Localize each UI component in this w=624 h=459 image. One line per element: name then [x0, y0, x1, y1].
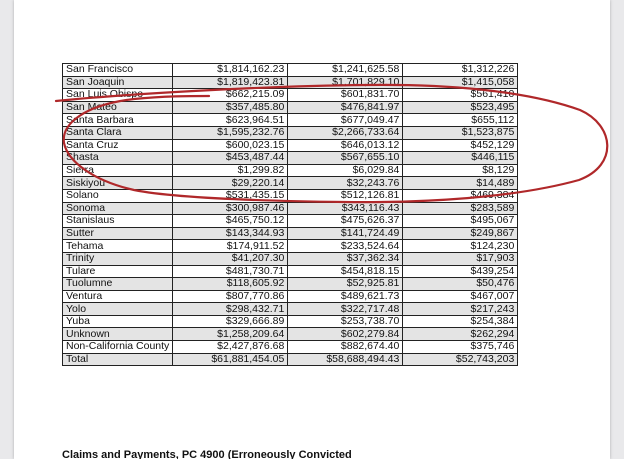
table-row	[63, 315, 518, 328]
amount-cell: $1,523,875	[403, 126, 518, 139]
amount-cell: $1,701,829.10	[288, 76, 403, 89]
county-name-cell: Unknown	[63, 328, 173, 341]
amount-cell: $253,738.70	[288, 315, 403, 328]
amount-cell: $453,487.44	[173, 152, 288, 165]
amount-cell: $143,344.93	[173, 227, 288, 240]
table-row	[63, 215, 518, 228]
amount-cell: $249,867	[403, 227, 518, 240]
county-name-cell: San Francisco	[63, 64, 173, 77]
amount-cell: $454,818.15	[288, 265, 403, 278]
amount-cell: $469,384	[403, 189, 518, 202]
county-name-cell: Sutter	[63, 227, 173, 240]
amount-cell: $439,254	[403, 265, 518, 278]
county-name-cell: Stanislaus	[63, 215, 173, 228]
county-name-cell: Santa Barbara	[63, 114, 173, 127]
amount-cell: $375,746	[403, 341, 518, 354]
amount-cell: $646,013.12	[288, 139, 403, 152]
amount-cell: $300,987.46	[173, 202, 288, 215]
amount-cell: $174,911.52	[173, 240, 288, 253]
county-name-cell: San Joaquin	[63, 76, 173, 89]
amount-cell: $322,717.48	[288, 303, 403, 316]
amount-cell: $475,626.37	[288, 215, 403, 228]
amount-cell: $452,129	[403, 139, 518, 152]
section-heading: Claims and Payments, PC 4900 (Erroneously Convicted	[62, 449, 352, 459]
amount-cell: $17,903	[403, 252, 518, 265]
table-row	[63, 240, 518, 253]
table-row	[63, 328, 518, 341]
amount-cell: $50,476	[403, 278, 518, 291]
county-name-cell: Sierra	[63, 164, 173, 177]
amount-cell: $567,655.10	[288, 152, 403, 165]
document-page	[14, 0, 610, 459]
county-name-cell: Siskiyou	[63, 177, 173, 190]
county-name-cell: Santa Clara	[63, 126, 173, 139]
amount-cell: $523,495	[403, 101, 518, 114]
county-name-cell: Total	[63, 353, 173, 366]
amount-cell: $561,410	[403, 89, 518, 102]
amount-cell: $29,220.14	[173, 177, 288, 190]
amount-cell: $476,841.97	[288, 101, 403, 114]
amount-cell: $8,129	[403, 164, 518, 177]
amount-cell: $512,126.81	[288, 189, 403, 202]
amount-cell: $601,831.70	[288, 89, 403, 102]
amount-cell: $283,589	[403, 202, 518, 215]
amount-cell: $58,688,494.43	[288, 353, 403, 366]
amount-cell: $1,312,226	[403, 64, 518, 77]
county-name-cell: Solano	[63, 189, 173, 202]
county-name-cell: San Mateo	[63, 101, 173, 114]
amount-cell: $677,049.47	[288, 114, 403, 127]
amount-cell: $37,362.34	[288, 252, 403, 265]
table-row	[63, 202, 518, 215]
county-name-cell: Sonoma	[63, 202, 173, 215]
amount-cell: $329,666.89	[173, 315, 288, 328]
amount-cell: $807,770.86	[173, 290, 288, 303]
amount-cell: $61,881,454.05	[173, 353, 288, 366]
table-row	[63, 341, 518, 354]
county-name-cell: Ventura	[63, 290, 173, 303]
amount-cell: $41,207.30	[173, 252, 288, 265]
amount-cell: $233,524.64	[288, 240, 403, 253]
county-name-cell: Santa Cruz	[63, 139, 173, 152]
amount-cell: $298,432.71	[173, 303, 288, 316]
table-row	[63, 139, 518, 152]
amount-cell: $124,230	[403, 240, 518, 253]
amount-cell: $32,243.76	[288, 177, 403, 190]
county-name-cell: Trinity	[63, 252, 173, 265]
amount-cell: $52,925.81	[288, 278, 403, 291]
amount-cell: $446,115	[403, 152, 518, 165]
table-row	[63, 177, 518, 190]
amount-cell: $118,605.92	[173, 278, 288, 291]
county-name-cell: San Luis Obispo	[63, 89, 173, 102]
amount-cell: $481,730.71	[173, 265, 288, 278]
table-row	[63, 290, 518, 303]
table-row	[63, 152, 518, 165]
amount-cell: $600,023.15	[173, 139, 288, 152]
table-row	[63, 189, 518, 202]
table-row	[63, 252, 518, 265]
county-name-cell: Tulare	[63, 265, 173, 278]
table-row	[63, 89, 518, 102]
amount-cell: $357,485.80	[173, 101, 288, 114]
amount-cell: $655,112	[403, 114, 518, 127]
total-row	[63, 353, 518, 366]
table-row	[63, 101, 518, 114]
amount-cell: $1,258,209.64	[173, 328, 288, 341]
amount-cell: $1,814,162.23	[173, 64, 288, 77]
amount-cell: $489,621.73	[288, 290, 403, 303]
amount-cell: $623,964.51	[173, 114, 288, 127]
amount-cell: $1,299.82	[173, 164, 288, 177]
amount-cell: $662,215.09	[173, 89, 288, 102]
county-name-cell: Non-California County	[63, 341, 173, 354]
amount-cell: $467,007	[403, 290, 518, 303]
amount-cell: $343,116.43	[288, 202, 403, 215]
amount-cell: $1,415,058	[403, 76, 518, 89]
amount-cell: $6,029.84	[288, 164, 403, 177]
amount-cell: $1,595,232.76	[173, 126, 288, 139]
amount-cell: $495,067	[403, 215, 518, 228]
amount-cell: $1,819,423.81	[173, 76, 288, 89]
table-row	[63, 126, 518, 139]
amount-cell: $141,724.49	[288, 227, 403, 240]
amount-cell: $262,294	[403, 328, 518, 341]
amount-cell: $2,427,876.68	[173, 341, 288, 354]
table-row	[63, 64, 518, 77]
table-row	[63, 114, 518, 127]
table-row	[63, 164, 518, 177]
table-row	[63, 227, 518, 240]
amount-cell: $465,750.12	[173, 215, 288, 228]
county-name-cell: Shasta	[63, 152, 173, 165]
county-name-cell: Yuba	[63, 315, 173, 328]
amount-cell: $2,266,733.64	[288, 126, 403, 139]
county-name-cell: Tehama	[63, 240, 173, 253]
amount-cell: $602,279.84	[288, 328, 403, 341]
table-row	[63, 303, 518, 316]
amount-cell: $254,384	[403, 315, 518, 328]
county-name-cell: Tuolumne	[63, 278, 173, 291]
table-row	[63, 278, 518, 291]
amount-cell: $14,489	[403, 177, 518, 190]
amount-cell: $1,241,625.58	[288, 64, 403, 77]
amount-cell: $531,435.15	[173, 189, 288, 202]
amount-cell: $217,243	[403, 303, 518, 316]
county-name-cell: Yolo	[63, 303, 173, 316]
table-row	[63, 265, 518, 278]
amount-cell: $52,743,203	[403, 353, 518, 366]
table-row	[63, 76, 518, 89]
county-payments-table	[62, 63, 518, 366]
amount-cell: $882,674.40	[288, 341, 403, 354]
